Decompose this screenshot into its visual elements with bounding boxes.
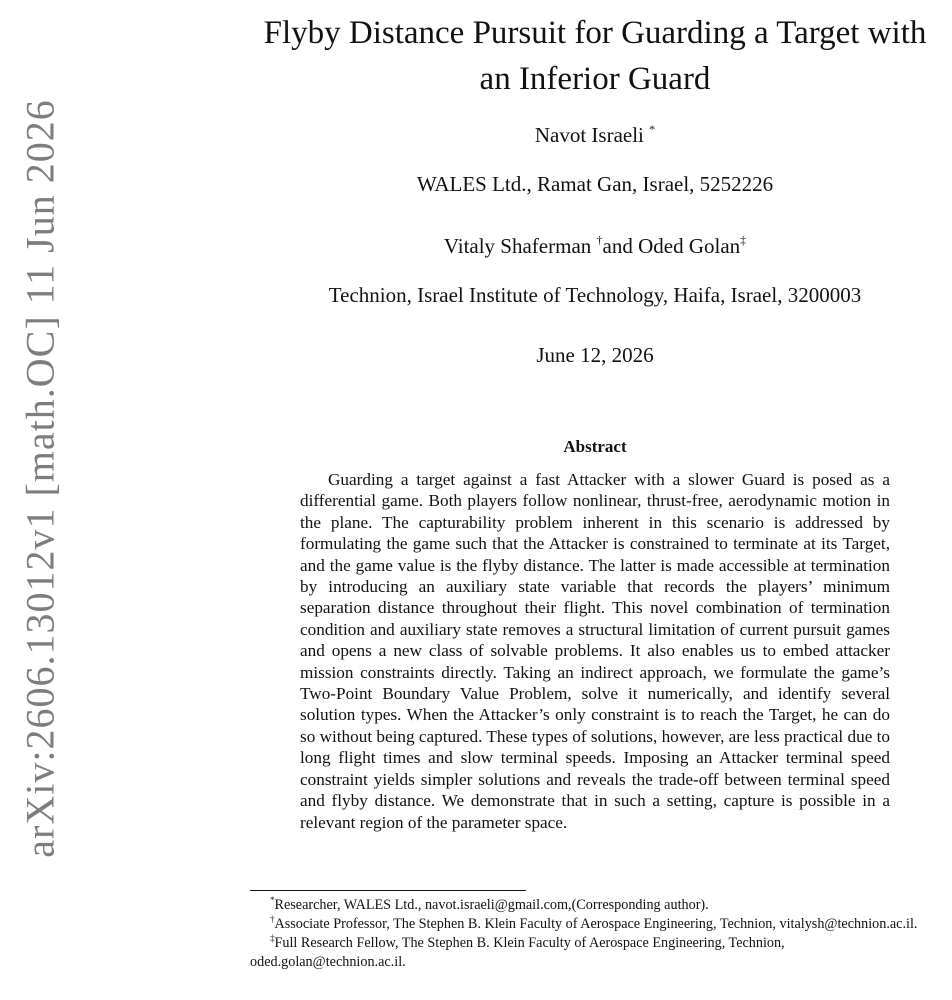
author-name-golan: and Oded Golan <box>602 234 741 258</box>
author-name-shaferman: Vitaly Shaferman <box>443 234 592 258</box>
footnote-mark-1[interactable]: * <box>649 122 656 136</box>
affiliation-wales: WALES Ltd., Ramat Gan, Israel, 5252226 <box>416 172 774 196</box>
footnote-3-text: Full Research Fellow, The Stephen B. Klein Faculty of Aerospace Engineering, Technion, oded.golan@technion.ac.il. <box>250 935 785 970</box>
author-line-1 <box>250 122 940 148</box>
affiliation-technion: Technion, Israel Institute of Technology, Haifa, Israel, 3200003 <box>328 283 862 307</box>
paper-title: Flyby Distance Pursuit for Guarding a Target with an Inferior Guard <box>263 15 927 97</box>
footnote-1-text: Researcher, WALES Ltd., navot.israeli@gmail.com,(Corresponding author). <box>274 897 709 913</box>
footnote-3-mark: ‡ <box>270 933 275 943</box>
author-name-israeli: Navot Israeli <box>534 123 644 147</box>
footnote-1 <box>250 896 940 915</box>
footnote-mark-3[interactable]: ‡ <box>740 233 747 247</box>
abstract-text: Guarding a target against a fast Attacker with a slower Guard is posed as a differential game. Both players follow nonlinear, thrust-free, aerodynamic motion in the plane. The capturability problem inherent in this scenario is addressed by formulating the game such that the Attacker is constrained to terminate at its Target, and the game value is the flyby distance. The latter is made accessible at termination by introducing an auxiliary state variable that records the players’ minimum separation distance throughout their flight. This novel combination of termination condition and auxiliary state removes a structural limitation of current pursuit games and opens a new class of solvable problems. It also enables us to embed attacker mission constraints directly. Taking an indirect approach, we formulate the game’s Two-Point Boundary Value Problem, solve it numerically, and identify several solution types. When the Attacker’s only constraint is to reach the Target, he can do so without being captured. These types of solutions, however, are less practical due to long flight times and slow terminal speeds. Imposing an Attacker terminal speed constraint yields simpler solutions and reveals the trade-off between terminal speed and flyby distance. We demonstrate that in such a setting, capture is possible in a relevant region of the parameter space. <box>300 470 890 832</box>
author-line-2 <box>250 233 940 259</box>
arxiv-identifier: arXiv:2606.13012v1 [math.OC] 11 Jun 2026 <box>17 98 63 858</box>
footnote-mark-2[interactable]: † <box>596 233 603 247</box>
footnote-divider <box>250 890 526 891</box>
abstract-heading: Abstract <box>563 437 627 456</box>
footnotes <box>250 896 940 972</box>
footnote-2-mark: † <box>270 914 275 924</box>
footnote-3 <box>250 934 940 972</box>
footnote-2 <box>250 915 940 934</box>
paper-date: June 12, 2026 <box>536 343 654 367</box>
arxiv-stamp <box>0 98 80 858</box>
footnote-1-mark: * <box>270 895 275 905</box>
footnote-2-text: Associate Professor, The Stephen B. Klein Faculty of Aerospace Engineering, Technion, vitalysh@technion.ac.il. <box>274 916 918 932</box>
